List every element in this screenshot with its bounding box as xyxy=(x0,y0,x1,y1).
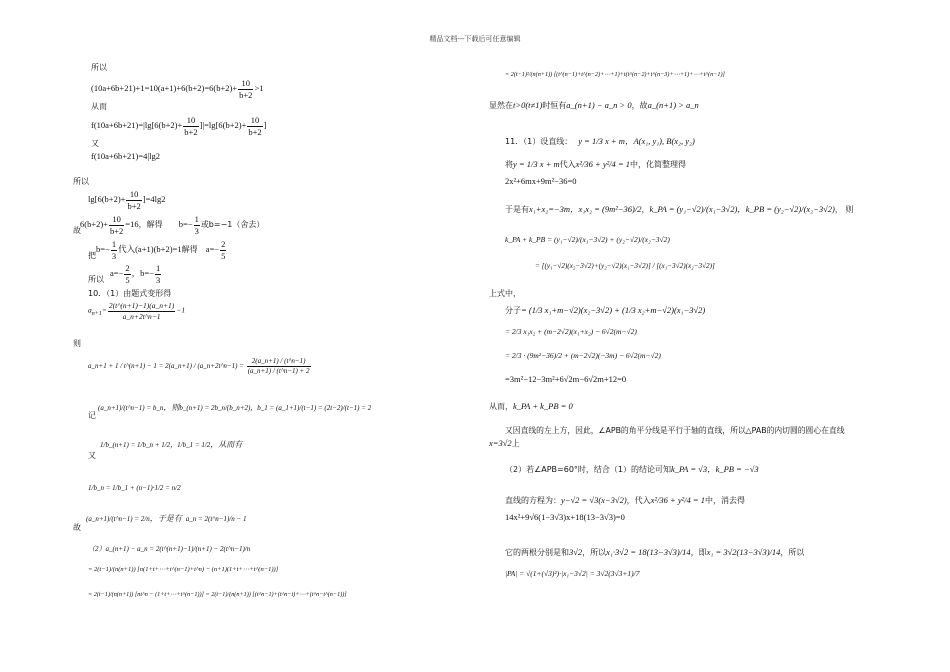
math-line: = [(y₁−√2)(x₂−3√2)+(y₂−√2)(x₁−3√2)] / [(x₁−3√2)(x₂−3√2)] xyxy=(535,262,715,270)
denominator: b+2 xyxy=(239,89,253,100)
math-expr: a_n = 2(t^n−1)/n − 1 xyxy=(185,515,247,523)
math-line: k_PA + k_PB = (y₁−√2)/(x₁−3√2) + (y₂−√2)/(x₂−3√2) xyxy=(505,235,670,244)
text-fragment: 11．（1）设直线： xyxy=(505,137,573,146)
denominator: a_n+2t^n−1 xyxy=(122,311,161,321)
math-line xyxy=(505,496,745,506)
math-line: f(10a+6b+21)=4|lg2 xyxy=(91,151,160,161)
text-fragment: ，解得 xyxy=(138,219,163,229)
text-fragment: 将 xyxy=(505,160,513,169)
text-fragment: 中，消去得 xyxy=(705,496,746,505)
math-expr: y = 1/3 x + m xyxy=(578,136,625,146)
math-expr: x₁+x₂=−3m，x₁x₂ = (9m²−36)/2 xyxy=(529,204,642,214)
math-line: = 2(t−1)/(n(n+1)) [n(1+t+⋯+t^(n−1)+t^n) − (n+1)(1+t+⋯+t^(n−1))] xyxy=(88,566,279,573)
math-expr: x²/36 + y²/4 = 1 xyxy=(575,159,630,169)
denominator: b+2 xyxy=(184,126,198,137)
math-line xyxy=(88,190,166,210)
math-line: = 2/3 · (9m²−36)/2 + (m−2√2)(−3m) − 6√2(m−√2) xyxy=(505,351,661,360)
text-line: 则 xyxy=(73,339,81,348)
math-expr: = xyxy=(101,305,107,315)
math-line: = 2(t−1)/(n(n+1)) [nt^n − (1+t+⋯+t^(n−1))] = 2(t−1)/(n(n+1)) [(t^n−1)+(t^n−t)+⋯+(t^n−t^(n−1))] xyxy=(88,591,347,598)
fraction xyxy=(124,264,130,284)
math-expr: b=− xyxy=(96,243,110,254)
denominator: b+2 xyxy=(248,126,262,137)
math-expr: 代入(a+1)(b+2)=1 xyxy=(118,243,182,254)
text-line: 从而 xyxy=(91,102,107,111)
text-fragment: 中，化简整理得 xyxy=(630,160,686,169)
math-expr: >1 xyxy=(254,82,264,93)
text-fragment: ，故 xyxy=(631,101,648,110)
text-line: 故 xyxy=(73,523,81,532)
math-expr: x²/36 + y²/4 = 1 xyxy=(650,495,706,505)
math-expr: y−√2 = √3(x−3√2) xyxy=(561,495,627,505)
fraction xyxy=(247,116,262,136)
math-expr: a_n+1 + 1 / t^(n+1) − 1 = 2(a_n+1) / (a_n+2t^n−1) = xyxy=(88,362,246,371)
math-expr: ]|=lg[6(b+2)+ xyxy=(199,119,247,130)
text-fragment: 上 xyxy=(511,439,520,448)
math-line: 14x²+9√6(1−3√3)x+18(13−3√3)=0 xyxy=(505,512,625,522)
math-expr: t>0(t≠1) xyxy=(513,100,543,110)
fraction xyxy=(183,116,198,136)
math-line xyxy=(489,402,573,412)
fraction xyxy=(155,264,161,284)
math-expr: a=− xyxy=(205,243,220,254)
denominator: 5 xyxy=(125,274,130,285)
denominator: (a_n+1) / (t^n−1) + 2 xyxy=(247,367,310,375)
text-fragment: ，则 xyxy=(163,403,180,412)
text-line: 又因直线的左上方，因此，∠APB的角平分线是平行于轴的直线，所以△PAB的内切圆的圆心在直线 xyxy=(505,426,845,435)
numerator: 10 xyxy=(109,215,124,226)
math-line: 2x²+6mx+9m²−36=0 xyxy=(505,176,577,186)
math-line xyxy=(86,515,246,523)
math-line xyxy=(91,79,263,99)
math-expr: x=3√2 xyxy=(489,438,512,448)
math-expr: −1 xyxy=(176,305,186,315)
math-expr: k_PA = √3，k_PB = −√3 xyxy=(671,464,759,474)
math-expr: a=− xyxy=(110,267,124,278)
text-fragment: 分子 xyxy=(505,306,521,315)
text-fragment: ，即 xyxy=(690,548,707,557)
text-fragment: 它的两根分别是和 xyxy=(505,548,569,557)
denominator: b+2 xyxy=(110,225,124,236)
math-line: 1/b_n = 1/b_1 + (n−1)·1/2 = n/2 xyxy=(88,484,181,492)
math-expr: ，A(x₁, y₁), B(x₂, y₂) xyxy=(624,136,695,146)
math-line xyxy=(98,404,371,412)
math-expr: ] xyxy=(263,119,267,130)
math-expr: a xyxy=(88,305,92,315)
subscript: n+1 xyxy=(91,311,102,318)
fraction xyxy=(108,302,175,320)
denominator: 3 xyxy=(155,274,161,285)
fraction xyxy=(238,79,253,99)
text-line: 记 xyxy=(88,411,96,420)
text-line: 又 xyxy=(91,139,99,148)
fraction xyxy=(111,240,117,260)
right-column xyxy=(475,0,950,672)
math-line xyxy=(505,465,759,475)
math-line xyxy=(100,441,242,449)
math-expr: x₁·3√2 = 18(13−3√3)/14 xyxy=(606,547,691,557)
numerator: 2 xyxy=(221,239,226,249)
text-fragment: 从而， xyxy=(489,402,513,411)
math-line xyxy=(505,548,804,557)
math-line xyxy=(88,302,185,320)
numerator: 1 xyxy=(111,239,117,249)
math-expr: f(10a+6b+21)=|lg[6(b+2)+ xyxy=(91,119,183,130)
math-line xyxy=(80,215,264,235)
text-line: 把 xyxy=(88,251,96,260)
math-line xyxy=(91,116,267,136)
text-fragment: ，于是有 xyxy=(149,514,182,523)
text-fragment: 直线的方程为： xyxy=(505,496,561,505)
text-fragment: ，所以 xyxy=(780,548,805,557)
text-fragment: 时恒有 xyxy=(542,101,567,110)
math-expr: ]=4lg2 xyxy=(142,193,166,204)
numerator: 2 xyxy=(125,263,130,273)
text-fragment: 代入 xyxy=(559,160,576,169)
text-fragment: 或b=−1（舍去） xyxy=(200,219,265,229)
text-fragment: 显然在 xyxy=(489,101,513,110)
math-line xyxy=(110,264,162,284)
math-expr: 1/b_(n+1) = 1/b_n + 1/2，1/b_1 = 1/2 xyxy=(100,441,211,449)
text-fragment: ， 则 xyxy=(834,205,854,214)
numerator: 1 xyxy=(155,263,161,273)
page-header: 精品文档---下载后可任意编辑 xyxy=(429,35,521,43)
text-line: 所以 xyxy=(73,177,89,186)
math-expr: = (1/3 x₁+m−√2)(x₂−3√2) + (1/3 x₂+m−√2)(x₁−3√2) xyxy=(521,305,706,315)
text-fragment: ，所以 xyxy=(582,548,607,557)
math-expr: b=− xyxy=(178,218,193,229)
math-expr: (a_n+1)/(t^n−1) = b_n xyxy=(98,404,164,412)
math-expr: 3√2 xyxy=(569,547,583,557)
denominator: 3 xyxy=(111,250,117,261)
numerator: 10 xyxy=(247,116,262,127)
math-expr: b_(n+1) = 2b_n/(b_n+2)，b_1 = (a_1+1)/(t−1) = (2t−2)/(t−1) = 2 xyxy=(179,404,372,412)
numerator: 10 xyxy=(183,116,198,127)
math-line: （2）a_(n+1) − a_n = 2(t^(n+1)−1)/(n+1) − 2(t^n−1)/n xyxy=(88,545,251,553)
text-fragment: （2）若∠APB=60°时，结合（1）的结论可知 xyxy=(505,465,672,474)
math-line: = 2/3 x₁x₂ + (m−2√2)(x₁+x₂) − 6√2(m−√2) xyxy=(505,327,637,336)
math-expr: (a_n+1)/(t^n−1) = 2/n xyxy=(86,515,150,523)
math-line xyxy=(88,358,312,375)
math-line xyxy=(505,137,695,147)
math-line xyxy=(96,240,227,260)
fraction xyxy=(126,190,141,210)
text-line: 10．（1）由题式变形得 xyxy=(88,289,172,298)
math-expr: 6(b+2)+ xyxy=(80,218,108,229)
math-expr: (10a+6b+21)+1=10(a+1)+6(b+2)=6(b+2)+ xyxy=(91,82,238,93)
numerator: 1 xyxy=(194,214,199,224)
math-expr: ，b=− xyxy=(131,267,154,278)
math-line xyxy=(489,439,520,449)
fraction xyxy=(220,240,226,260)
text-fragment: ， xyxy=(641,205,650,214)
text-fragment: 解得 xyxy=(181,244,198,254)
text-line: 所以 xyxy=(91,63,107,72)
text-line: 又 xyxy=(88,451,96,460)
math-line xyxy=(505,160,686,170)
math-expr: x₁ = 3√2(13−3√3)/14 xyxy=(706,547,781,557)
math-line xyxy=(489,101,699,111)
math-line: |PA| = √(1+(√3)²)·|x₁−3√2| = 3√2(3√3+1)/7 xyxy=(505,569,640,578)
fraction xyxy=(194,215,200,235)
math-line xyxy=(505,205,853,214)
math-expr: lg[6(b+2)+ xyxy=(88,193,126,204)
denominator: 3 xyxy=(194,225,199,236)
text-fragment: ，代入 xyxy=(626,496,651,505)
fraction xyxy=(247,358,311,375)
fraction xyxy=(109,215,124,235)
math-expr: a_(n+1) − a_n > 0 xyxy=(566,100,632,110)
numerator: 2(a_n+1) / (t^n−1) xyxy=(247,358,311,367)
math-expr: a_(n+1) > a_n xyxy=(647,100,699,110)
math-expr: k_PA = (y₁−√2)/(x₁−3√2)，k_PB = (y₂−√2)/(x₂−3√2) xyxy=(649,204,835,214)
math-line xyxy=(505,306,705,315)
text-fragment: ，从而有 xyxy=(210,440,243,449)
numerator: 2(t^(n+1)−1)(a_n+1) xyxy=(108,301,175,310)
text-line: 上式中， xyxy=(489,289,521,298)
math-line: = 2(t−1)²/(n(n+1)) [(t^(n−1)+t^(n−2)+⋯+1)+t(t^(n−2)+t^(n−3)+⋯+1)+⋯+t^(n−1)] xyxy=(505,71,725,78)
math-line: =3m²−12−3m²+6√2m−6√2m+12=0 xyxy=(505,374,627,384)
numerator: 10 xyxy=(126,190,141,201)
text-fragment: 于是有 xyxy=(505,205,529,214)
math-expr: k_PA + k_PB = 0 xyxy=(513,401,573,411)
math-expr: y = 1/3 x + m xyxy=(513,159,560,169)
numerator: 10 xyxy=(238,79,253,90)
text-line: 故 xyxy=(73,226,81,235)
math-expr: =16 xyxy=(125,218,139,229)
denominator: 5 xyxy=(221,250,226,261)
denominator: b+2 xyxy=(127,200,141,211)
text-line: 所以 xyxy=(88,275,104,284)
